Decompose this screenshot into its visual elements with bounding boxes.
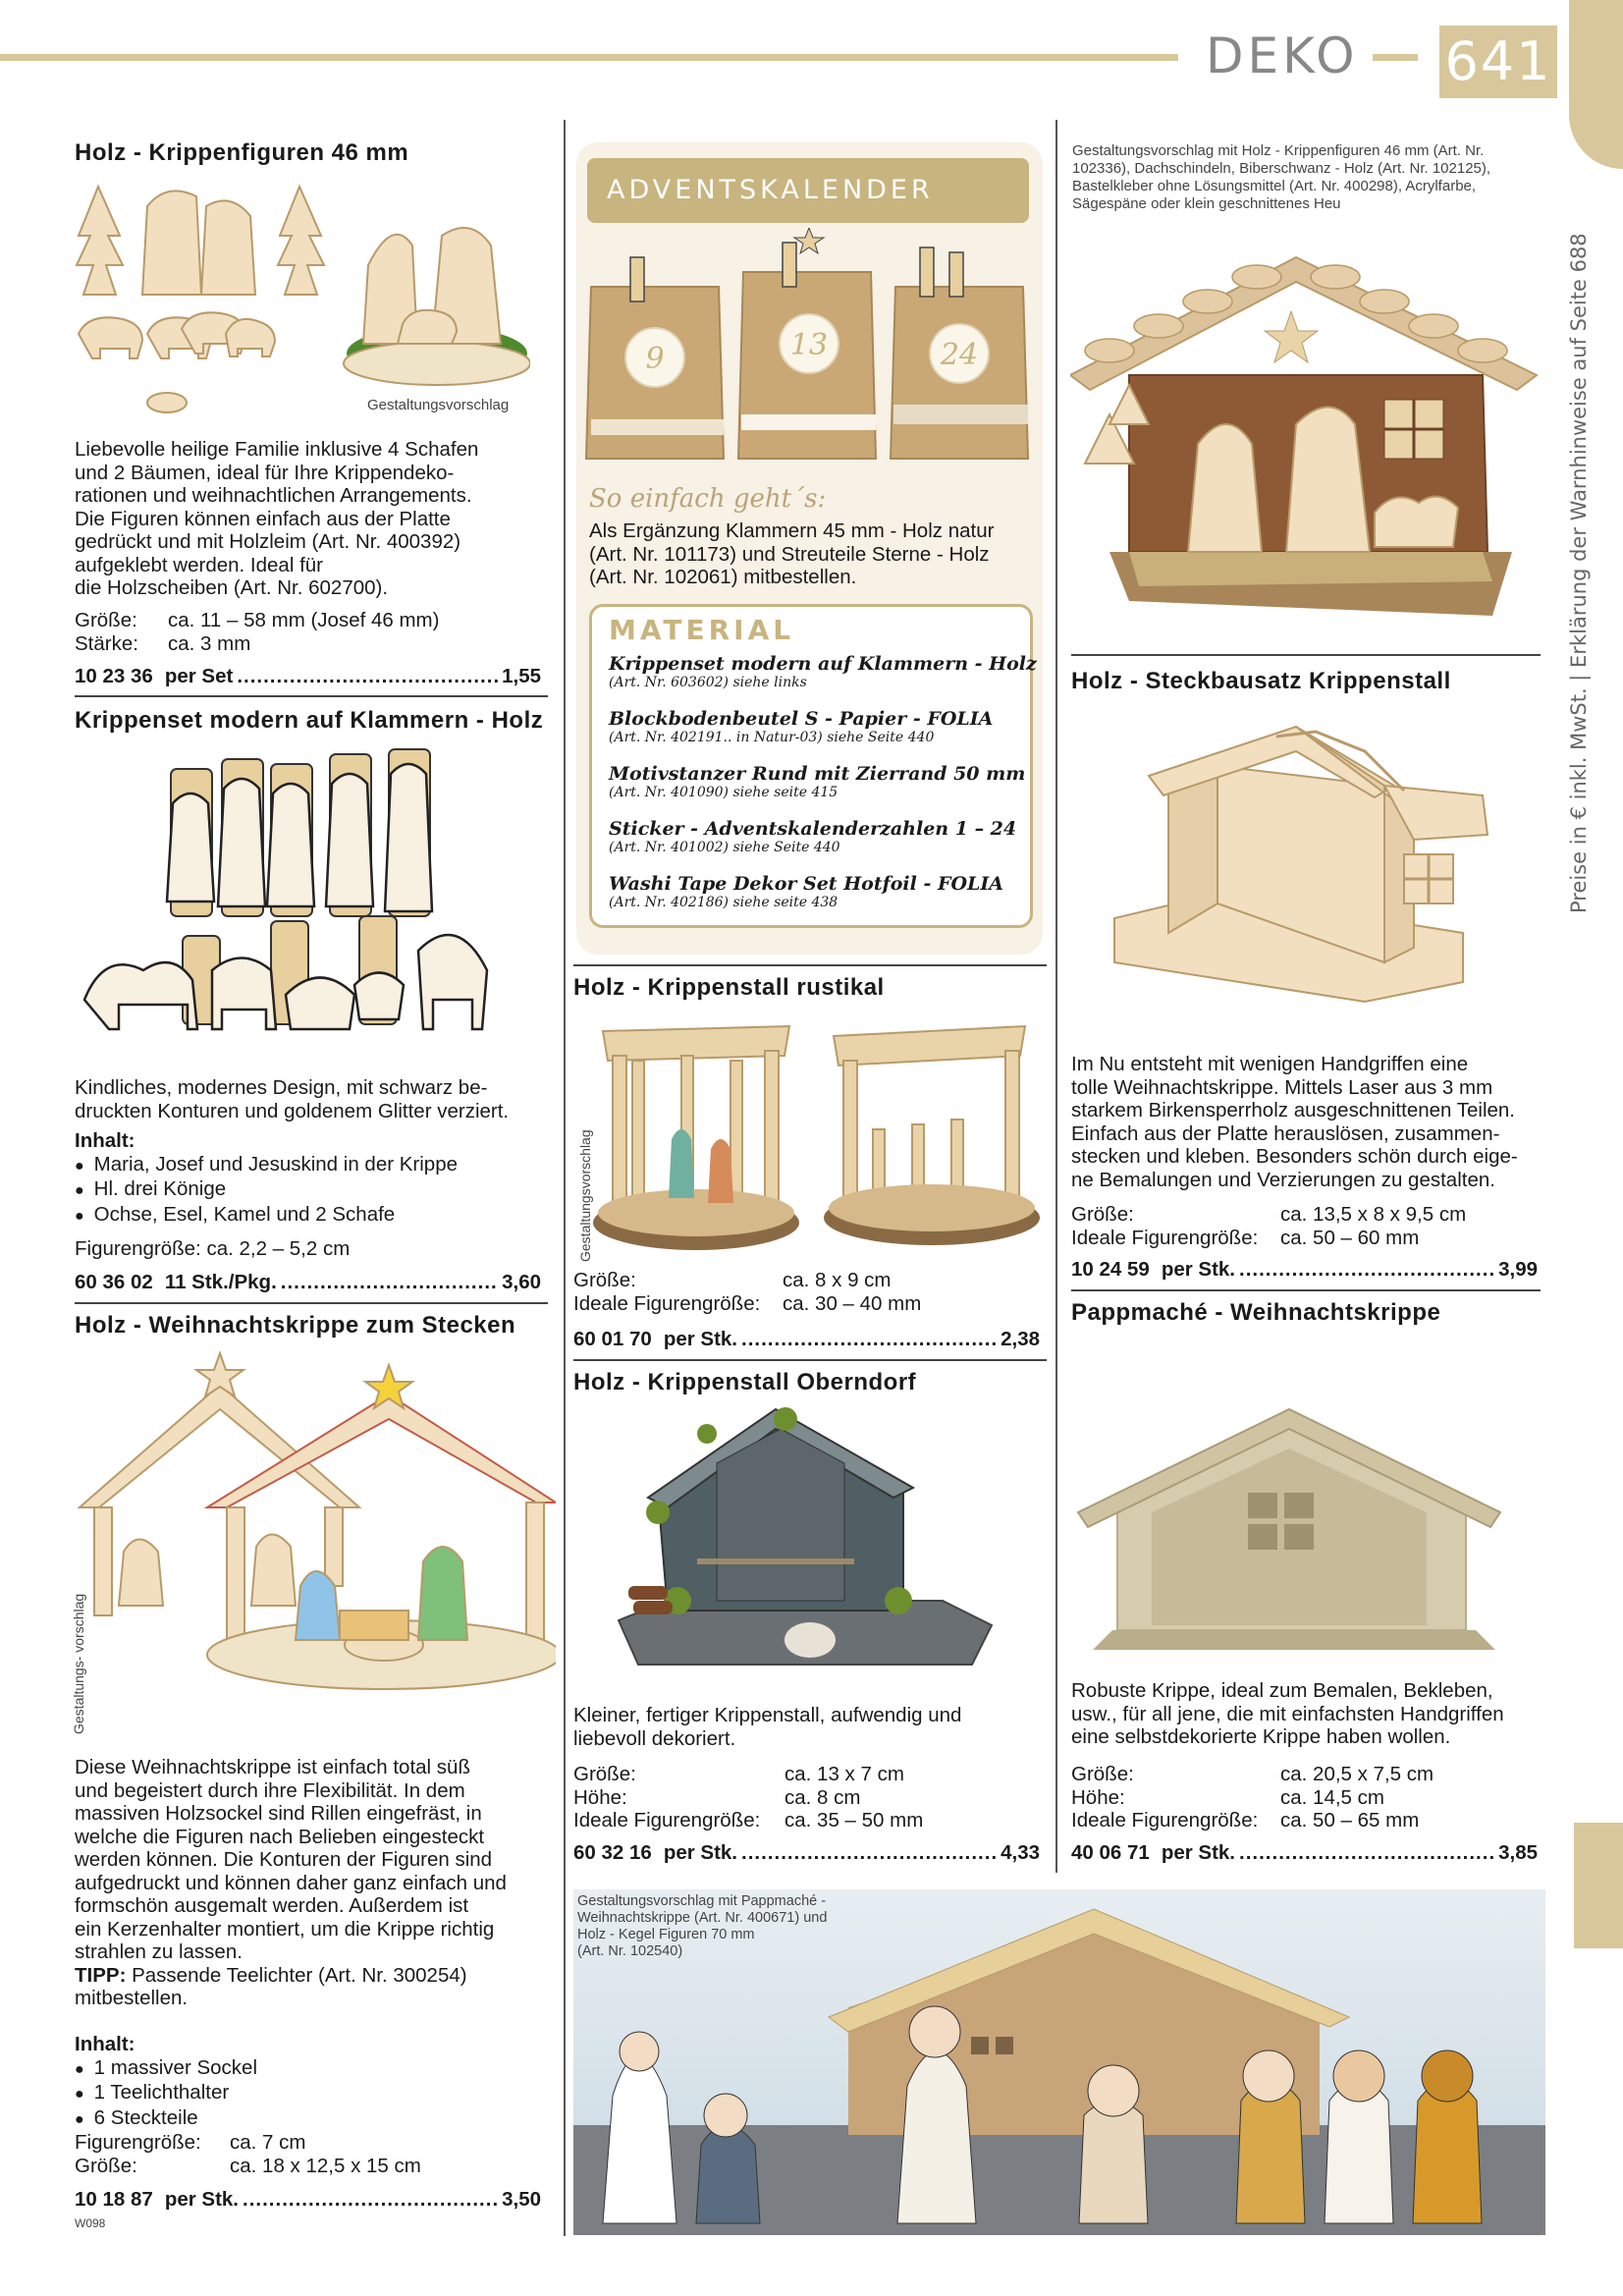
product-specs: Größe: ca. 8 x 9 cm Ideale Figurengröße: ca. 30 – 40 mm — [573, 1269, 922, 1315]
product-specs: Größe: ca. 20,5 x 7,5 cm Höhe: ca. 14,5 cm Ideale Figurengröße: ca. 50 – 65 mm — [1071, 1763, 1434, 1831]
figure-size: Figurengröße: ca. 2,2 – 5,2 cm — [75, 1237, 351, 1260]
product-specs: Größe: ca. 11 – 58 mm (Josef 46 mm) Stärke: ca. 3 mm — [75, 609, 440, 655]
product-image-krippenstall-oberndorf — [609, 1404, 1001, 1684]
order-line: 60 01 70 per Stk. ..... 2,38 — [573, 1328, 1040, 1351]
product-specs: Größe: ca. 13,5 x 8 x 9,5 cm Ideale Figurengröße: ca. 50 – 60 mm — [1071, 1203, 1467, 1249]
product-title: Pappmaché - Weihnachtskrippe — [1071, 1299, 1441, 1326]
product-title: Holz - Steckbausatz Krippenstall — [1071, 668, 1451, 694]
material-item: Blockbodenbeutel S - Papier - FOLIA (Art. Nr. 402191.. in Natur-03) siehe Seite 440 — [609, 708, 994, 745]
product-title: Krippenset modern auf Klammern - Holz — [75, 707, 544, 734]
product-image-krippenfiguren — [69, 177, 530, 422]
product-specs: Größe: ca. 13 x 7 cm Höhe: ca. 8 cm Ideale Figurengröße: ca. 35 – 50 mm — [573, 1763, 924, 1831]
section-title: DEKO — [1206, 27, 1359, 84]
order-line: 10 24 59 per Stk. ..... 3,99 — [1071, 1258, 1538, 1282]
order-line: 60 36 02 11 Stk./Pkg. ..... 3,60 — [75, 1271, 541, 1294]
footer-code: W098 — [75, 2216, 106, 2230]
product-specs: Figurengröße: ca. 7 cm Größe: ca. 18 x 12,5 x 15 cm — [75, 2131, 421, 2177]
header-rule-right — [1373, 54, 1418, 61]
price-note: Preise in € inkl. MwSt. | Erklärung der Warnhinweise auf Seite 688 — [1567, 233, 1591, 913]
product-title: Holz - Weihnachtskrippe zum Stecken — [75, 1312, 516, 1339]
order-line: 10 18 87 per Stk. ..... 3,50 — [75, 2188, 541, 2212]
material-heading: MATERIAL — [609, 614, 795, 646]
product-title: Holz - Krippenstall rustikal — [573, 974, 885, 1001]
advent-bags-image — [581, 228, 1038, 473]
product-separator — [573, 1359, 1047, 1361]
advent-heading: ADVENTSKALENDER — [587, 158, 1029, 223]
material-item: Krippenset modern auf Klammern - Holz (Art. Nr. 603602) siehe links — [609, 653, 1037, 690]
product-description: Diese Weihnachtskrippe ist einfach total süß und begeistert durch ihre Flexibilität. In dem massiven Holzsockel sind Rillen eingefräst, in welche die Figuren nach Belieben eingesteckt werden können. Die Konturen der Figuren sind aufgedruckt und können daher ganz einfach und formschön ausgemalt werden. Außerdem ist ein Kerzenhalter montiert, um die Krippe richtig strahlen zu lassen. TIPP: Passende Teelichter (Art. Nr. 300254) mitbestellen. — [75, 1756, 507, 2009]
product-description: Im Nu entsteht mit wenigen Handgriffen eine tolle Weihnachtskrippe. Mittels Laser aus 3 mm starkem Birkensperrholz ausgeschnittenen Teilen. Einfach aus der Platte herauslösen, zusammen- stecken und kleben. Besonders schön durch eige- ne Bemalungen und Verzierungen zu gestalten. — [1071, 1053, 1518, 1191]
image-caption: Gestaltungsvorschlag — [577, 1129, 593, 1262]
advent-number: 13 — [789, 328, 829, 362]
bottom-image-caption: Gestaltungsvorschlag mit Pappmaché - Weihnachtskrippe (Art. Nr. 400671) und Holz - Kegel Figuren 70 mm (Art. Nr. 102540) — [577, 1893, 828, 1959]
product-image-krippenstall-rustikal — [593, 1011, 1045, 1262]
page-number: 641 — [1439, 26, 1557, 98]
product-description: Robuste Krippe, ideal zum Bemalen, Bekleben, usw., für all jene, die mit einfachsten Handgriffen eine selbstdekorierte Krippe haben wollen. — [1071, 1679, 1504, 1748]
column-divider-2 — [1055, 120, 1057, 1873]
product-separator — [1071, 1289, 1541, 1291]
order-line: 40 06 71 per Stk. ..... 3,85 — [1071, 1841, 1538, 1865]
header-rule-left — [0, 54, 1178, 61]
side-tab-bottom — [1574, 1823, 1623, 1948]
product-title: Holz - Krippenfiguren 46 mm — [75, 139, 409, 166]
order-line: 10 23 36 per Set ..... 1,55 — [75, 665, 541, 688]
image-caption: Gestaltungsvorschlag — [367, 397, 510, 413]
product-separator — [1071, 654, 1541, 656]
advent-tip: Als Ergänzung Klammern 45 mm - Holz natur (Art. Nr. 101173) und Streuteile Sterne - Holz (Art. Nr. 102061) mitbestellen. — [589, 519, 995, 588]
order-line: 60 32 16 per Stk. ..... 4,33 — [573, 1841, 1040, 1865]
product-image-pappmache — [1073, 1404, 1505, 1655]
image-caption: Gestaltungs- vorschlag — [71, 1593, 86, 1734]
product-title: Holz - Krippenstall Oberndorf — [573, 1369, 917, 1395]
product-separator — [573, 964, 1047, 966]
material-item: Motivstanzer Rund mit Zierrand 50 mm (Art. Nr. 401090) siehe seite 415 — [609, 763, 1026, 800]
image-caption: Gestaltungsvorschlag mit Holz - Krippenfiguren 46 mm (Art. Nr. 102336), Dachschindeln, Biberschwanz - Holz (Art. Nr. 102125), Bastelkleber ohne Lösungsmittel (Art. Nr. 400298), Acrylfarbe, Sägespäne oder klein geschnittenes Heu — [1072, 142, 1491, 212]
so-einfach-heading: So einfach geht´s: — [589, 484, 827, 514]
product-separator — [75, 695, 548, 697]
product-image-weihnachtskrippe — [75, 1345, 556, 1728]
material-item: Sticker - Adventskalenderzahlen 1 – 24 (Art. Nr. 401002) siehe Seite 440 — [609, 818, 1017, 855]
product-separator — [75, 1302, 548, 1304]
advent-number: 24 — [940, 338, 979, 372]
product-image-krippe-gestaltung — [1070, 228, 1542, 640]
product-description: Liebevolle heilige Familie inklusive 4 Schafen und 2 Bäumen, ideal für Ihre Krippendeko- rationen und weihnachtlichen Arrangements. Die Figuren können einfach aus der Platte gedrückt und mit Holzleim (Art. Nr. 400392) aufgeklebt werden. Ideal für die Holzscheiben (Art. Nr. 602700). — [75, 438, 479, 599]
advent-number: 9 — [645, 342, 665, 376]
contents-list: Inhalt: ● Maria, Josef und Jesuskind in der Krippe ● Hl. drei Könige ● Ochse, Esel, Kamel und 2 Schafe — [75, 1129, 546, 1228]
product-image-klammern — [75, 744, 548, 1068]
material-item: Washi Tape Dekor Set Hotfoil - FOLIA (Art. Nr. 402186) siehe seite 438 — [609, 873, 1004, 910]
product-description: Kleiner, fertiger Krippenstall, aufwendig und liebevoll dekoriert. — [573, 1704, 962, 1750]
product-image-steckbausatz — [1109, 707, 1502, 1031]
contents-list: Inhalt: ● 1 massiver Sockel ● 1 Teelichthalter ● 6 Steckteile — [75, 2033, 546, 2131]
column-divider-1 — [564, 120, 566, 2236]
product-description: Kindliches, modernes Design, mit schwarz be- druckten Konturen und goldenem Glitter verziert. — [75, 1076, 510, 1122]
